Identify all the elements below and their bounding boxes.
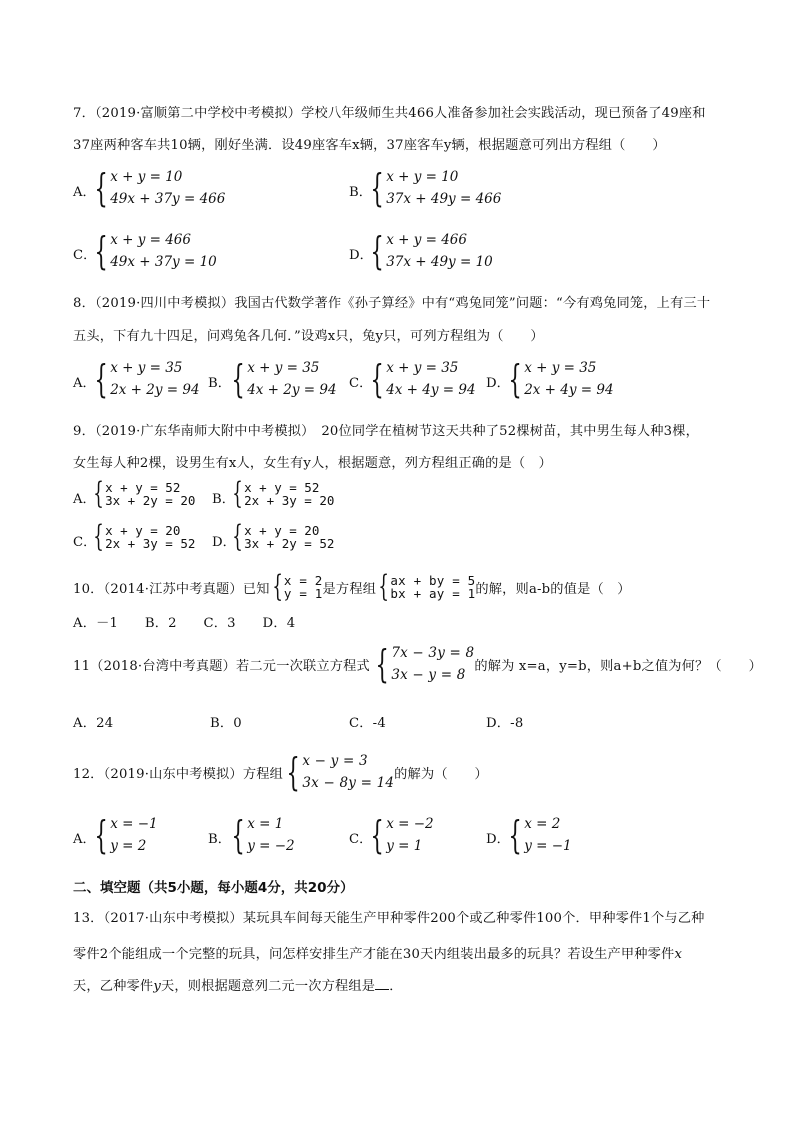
q9-line1: 9．（2019·广东华南师大附中中考模拟） 20位同学在植树节这天共种了52棵树苗，其中男生每人种3棵， (73, 424, 699, 439)
section-title: 二、填空题（共5小题，每小题4分，共20分） (73, 880, 354, 896)
brace-icon: { (508, 813, 522, 857)
q13-line1: 13．（2017·山东中考模拟）某玩具车间每天能生产甲种零件200个或乙种零件100个．甲种零件1个与乙种 (73, 911, 705, 926)
q12-option-a-label: A． (73, 832, 96, 847)
q12-option-d-label: D． (486, 832, 510, 847)
q9-option-a-label: A． (73, 492, 96, 507)
q9-option-b-system (232, 476, 335, 511)
equation: 4x + 2y = 94 (247, 382, 337, 398)
q8-option-b-system (230, 357, 337, 401)
q8-option-a-label: A． (73, 376, 96, 391)
q10-solution-system (271, 569, 323, 604)
brace-icon: { (370, 813, 384, 857)
equation: 4x + 4y = 94 (386, 382, 476, 398)
q13-line3 (73, 975, 403, 994)
equation: 3x + 2y = 52 (244, 536, 335, 551)
q7-option-d-label: D． (349, 248, 373, 263)
equation: x + y = 466 (110, 232, 191, 248)
q7-option-a-label: A． (73, 185, 96, 200)
equation: x + y = 20 (105, 523, 181, 538)
q7-option-a-system (93, 166, 225, 210)
equation: x + y = 35 (247, 360, 320, 376)
equation: x + y = 35 (110, 360, 183, 376)
brace-icon: { (370, 229, 384, 273)
equation: x + y = 52 (105, 480, 181, 495)
brace-icon: { (232, 519, 243, 554)
q12-option-b-system (230, 813, 295, 857)
equation: x = 2 (524, 816, 561, 832)
q8-option-a-system (93, 357, 200, 401)
q12-option-a-system (93, 813, 158, 857)
q9-option-d-label: D． (212, 535, 236, 550)
q11-suffix: 的解为 x=a，y=b，则a+b之值为何？（ ） (474, 658, 762, 674)
q9-option-c-label: C． (73, 535, 97, 550)
q7-option-c-system (93, 229, 217, 273)
q11-option-b: B．0 (210, 716, 242, 731)
q12-suffix: 的解为（ ） (394, 766, 488, 782)
brace-icon: { (93, 519, 104, 554)
equation: 7x − 3y = 8 (391, 645, 475, 661)
equation: y = −2 (247, 838, 295, 854)
equation: x = −2 (386, 816, 434, 832)
equation: x + y = 10 (110, 169, 183, 185)
q11-line (73, 642, 762, 686)
equation: y = 2 (110, 838, 147, 854)
equation: 2x + 3y = 52 (105, 536, 196, 551)
q9-option-a-system (93, 476, 196, 511)
q11-system (374, 642, 474, 686)
q8-line1: 8．（2019·四川中考模拟）我国古代数学著作《孙子算经》中有“鸡兔同笼”问题：“今有鸡兔同笼，上有三十 (73, 296, 711, 311)
q11-option-c: C．-4 (349, 716, 386, 731)
brace-icon: { (94, 357, 108, 401)
q8-option-b-label: B． (208, 376, 231, 391)
brace-icon: { (232, 476, 243, 511)
q9-option-d-system (232, 519, 335, 554)
q12-option-d-system (507, 813, 572, 857)
q12-system (285, 750, 394, 794)
q12-prefix: 12．（2019·山东中考模拟）方程组 (73, 766, 283, 782)
equation: 3x − 8y = 14 (302, 775, 395, 791)
equation: 3x + 2y = 20 (105, 493, 196, 508)
q9-option-c-system (93, 519, 196, 554)
equation: 3x − y = 8 (391, 667, 466, 683)
q10-line (73, 569, 631, 604)
equation: 49x + 37y = 10 (110, 254, 217, 270)
q7-line1: 7．（2019·富顺第二中学校中考模拟）学校八年级师生共466人准备参加社会实践活动，现已预备了49座和 (73, 106, 706, 121)
q12-option-c-label: C． (349, 832, 373, 847)
equation: 37x + 49y = 10 (386, 254, 493, 270)
equation: 37x + 49y = 466 (386, 191, 502, 207)
equation: 2x + 3y = 20 (244, 493, 335, 508)
q8-line2: 五头，下有九十四足，问鸡兔各几何．”设鸡x只，兔y只，可列方程组为（ ） (73, 329, 544, 344)
equation: 2x + 4y = 94 (524, 382, 614, 398)
q12-option-c-system (369, 813, 434, 857)
equation: x = −1 (110, 816, 158, 832)
equation: x + y = 35 (386, 360, 459, 376)
q7-option-c-label: C． (73, 248, 97, 263)
q13-var-y: y (153, 979, 161, 994)
brace-icon: { (231, 813, 245, 857)
equation: y = 1 (386, 838, 423, 854)
q9-option-b-label: B． (212, 492, 235, 507)
brace-icon: { (94, 813, 108, 857)
equation: x + y = 52 (244, 480, 320, 495)
q12-option-b-label: B． (208, 832, 231, 847)
equation: x + y = 35 (524, 360, 597, 376)
q10-suffix: 的解，则a-b的值是（ ） (475, 581, 631, 597)
brace-icon: { (375, 642, 389, 686)
brace-icon: { (231, 357, 245, 401)
q8-option-c-label: C． (349, 376, 373, 391)
brace-icon: { (370, 166, 384, 210)
q10-prefix: 10．（2014·江苏中考真题）已知 (73, 581, 270, 597)
equation: x = 1 (247, 816, 284, 832)
q13-line2 (73, 943, 682, 962)
q8-option-d-label: D． (486, 376, 510, 391)
brace-icon: { (93, 476, 104, 511)
q11-option-d: D．-8 (486, 716, 524, 731)
q11-prefix: 11（2018·台湾中考真题）若二元一次联立方程式 (73, 658, 370, 674)
equation: x + y = 466 (386, 232, 467, 248)
brace-icon: { (94, 166, 108, 210)
brace-icon: { (286, 750, 300, 794)
q13-var-x: x (674, 947, 683, 962)
q7-option-b-system (369, 166, 501, 210)
q10-middle: 是方程组 (322, 581, 377, 597)
brace-icon: { (378, 569, 390, 604)
q12-line (73, 750, 488, 794)
q7-option-d-system (369, 229, 493, 273)
q9-line2: 女生每人种2棵，设男生有x人，女生有y人，根据题意，列方程组正确的是（ ） (73, 456, 553, 471)
q8-option-d-system (507, 357, 614, 401)
equation: x + y = 20 (244, 523, 320, 538)
equation: 49x + 37y = 466 (110, 191, 226, 207)
equation: y = −1 (524, 838, 572, 854)
brace-icon: { (370, 357, 384, 401)
q10-answers: A．－1 B．2 C．3 D．4 (73, 616, 296, 631)
equation: 2x + 2y = 94 (110, 382, 200, 398)
brace-icon: { (271, 569, 283, 604)
answer-blank[interactable] (375, 977, 389, 990)
equation: bx + ay = 1 (390, 586, 476, 601)
q10-equation-system (378, 569, 476, 604)
q13-line3-a: 天，乙种零件 (73, 979, 154, 994)
q13-line3-b: 天，则根据题意列二元一次方程组是 (160, 979, 376, 994)
q11-option-a: A．24 (73, 716, 114, 731)
equation: y = 1 (283, 586, 323, 601)
q7-option-b-label: B． (349, 185, 372, 200)
q7-line2: 37座两种客车共10辆，刚好坐满．设49座客车x辆，37座客车y辆，根据题意可列出方程组（ ） (73, 138, 666, 153)
equation: ax + by = 5 (390, 573, 476, 588)
equation: x + y = 10 (386, 169, 459, 185)
q8-option-c-system (369, 357, 476, 401)
brace-icon: { (508, 357, 522, 401)
equation: x − y = 3 (302, 753, 368, 769)
equation: x = 2 (283, 573, 323, 588)
q13-line2-text: 零件2个能组成一个完整的玩具，问怎样安排生产才能在30天内组装出最多的玩具？若设生产甲种零件 (73, 947, 675, 962)
brace-icon: { (94, 229, 108, 273)
q13-line3-end: ． (389, 979, 403, 994)
